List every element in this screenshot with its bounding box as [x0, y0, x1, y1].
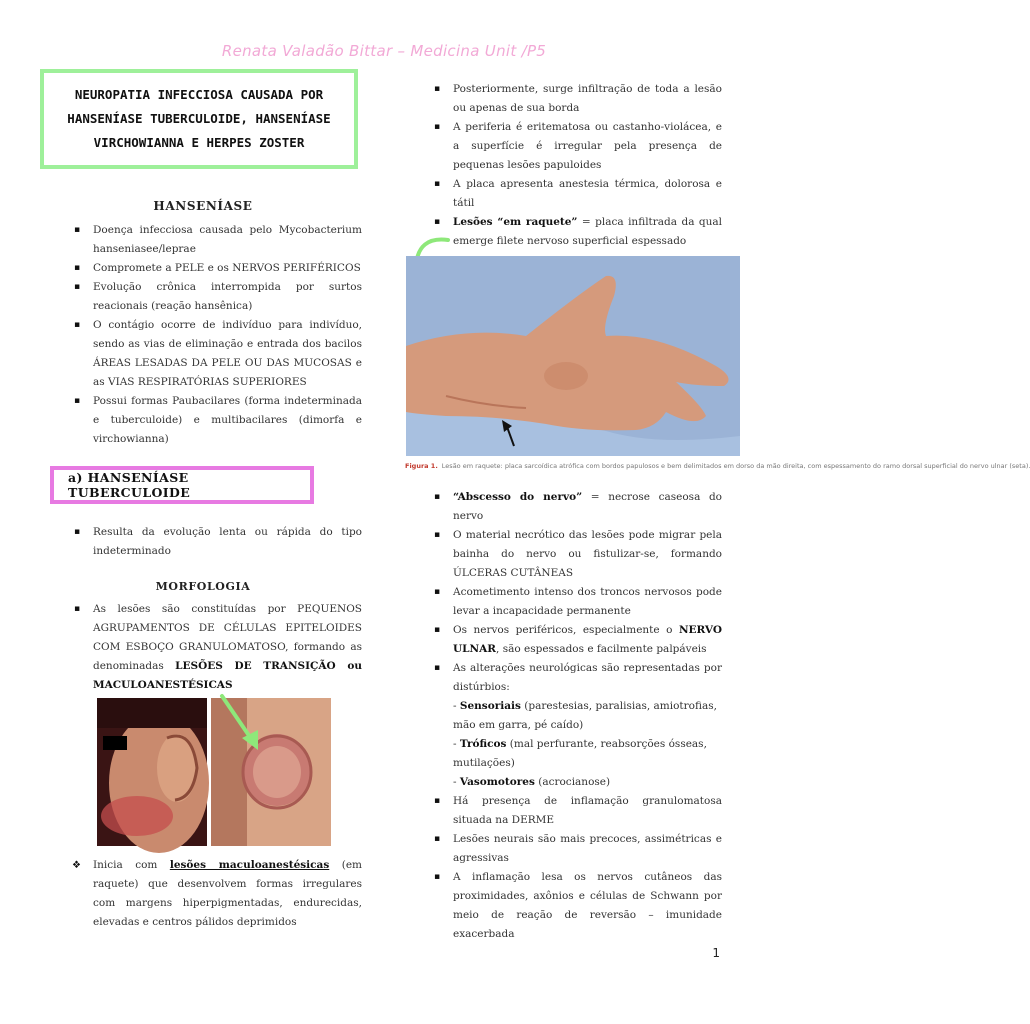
section-heading-tuberculoide: a) HANSENÍASE TUBERCULOIDE [50, 466, 314, 504]
figure-label: Figura 1. [405, 462, 438, 470]
raquete-text: = placa infiltrada da qual emerge filete nervoso superficial espessado [453, 216, 722, 247]
nervos-pre: Os nervos periféricos, especialmente o [453, 624, 673, 636]
hand-photo-svg [406, 256, 740, 456]
inicia-bold: lesões maculoanestésicas [169, 859, 330, 871]
list-item: ▪ Evolução crônica interrompida por surtos reacionais (reação hansênica) [68, 278, 362, 316]
list-item: ▪ A periferia é eritematosa ou castanho-violácea, e a superfície é irregular pela presença de pequenas lesões papuloides [428, 118, 722, 175]
green-arrow-icon [214, 690, 274, 760]
raquete-bold: Lesões “em raquete” [453, 216, 578, 228]
inicia-pre: Inicia com [93, 859, 158, 871]
face-lesion-photo [97, 698, 207, 846]
right-top-list-container [428, 80, 722, 251]
list-item: ▪ O material necrótico das lesões pode migrar pela bainha do nervo ou fistulizar-se, formando ÚLCERAS CUTÂNEAS [428, 526, 722, 583]
list-item: ▪ Lesões neurais são mais precoces, assimétricas e agressivas [428, 830, 722, 868]
troficos-bold: Tróficos [459, 738, 507, 750]
list-item: ▪ Há presença de inflamação granulomatosa situada na DERME [428, 792, 722, 830]
page-number: 1 [712, 946, 720, 960]
list-item: ▪ Resulta da evolução lenta ou rápida do tipo indeterminado [68, 523, 362, 561]
figure-caption [405, 462, 1030, 471]
right-bottom-list-container [428, 488, 722, 944]
morfologia-text: As lesões são constituídas por PEQUENOS AGRUPAMENTOS DE CÉLULAS EPITELOIDES COM ESBOÇO GRANULOMATOSO, formando as denominadas [93, 603, 362, 672]
nervos-bold: NERVO ULNAR [453, 624, 722, 655]
list-item: ▪ Compromete a PELE e os NERVOS PERIFÉRICOS [68, 259, 362, 278]
document-title: NEUROPATIA INFECCIOSA CAUSADA POR HANSENÍASE TUBERCULOIDE, HANSENÍASE VIRCHOWIANNA E HERPES ZOSTER [40, 69, 358, 169]
vasomotores-text: (acrocianose) [538, 776, 611, 788]
hand-lesion-photo [406, 256, 740, 456]
morfologia-list [68, 600, 362, 695]
sensoriais-text: (parestesias, paralisias, amiotrofias, mão em garra, pé caído) [453, 700, 717, 731]
abscesso-bold: “Abscesso do nervo” [453, 491, 583, 503]
abscesso-text: = necrose caseosa do nervo [453, 491, 722, 522]
list-item: ▪ O contágio ocorre de indivíduo para indivíduo, sendo as vias de eliminação e entrada dos bacilos ÁREAS LESADAS DA PELE OU DAS MUCOSAS e as VIAS RESPIRATÓRIAS SUPERIORES [68, 316, 362, 392]
inicia-list [68, 856, 362, 932]
list-item: ▪ Doença infecciosa causada pelo Mycobacterium hanseniasee/leprae [68, 221, 362, 259]
figure-caption-text: Lesão em raquete: placa sarcoídica atrófica com bordos papulosos e bem delimitados em dorso da mão direita, com espessamento do ramo dorsal superficial do nervo ulnar (seta). [441, 462, 1030, 470]
sensoriais-line: - Sensoriais (parestesias, paralisias, amiotrofias, mão em garra, pé caído) [453, 700, 717, 731]
list-item: ▪ Acometimento intenso dos troncos nervosos pode levar a incapacidade permanente [428, 583, 722, 621]
tuberculoide-intro [68, 523, 362, 561]
hanseniase-list [68, 221, 362, 449]
morfologia-bold: LESÕES DE TRANSIÇÃO ou MACULOANESTÉSICAS [93, 660, 362, 691]
list-item: ▪ Posteriormente, surge infiltração de toda a lesão ou apenas de sua borda [428, 80, 722, 118]
list-item: ▪ A placa apresenta anestesia térmica, dolorosa e tátil [428, 175, 722, 213]
hanseniase-list-container [68, 221, 362, 449]
list-item [428, 621, 722, 659]
page-header: Renata Valadão Bittar – Medicina Unit /P5 [221, 42, 547, 60]
morfologia-heading: MORFOLOGIA [155, 580, 251, 593]
list-item [68, 600, 362, 695]
list-item [428, 488, 722, 526]
section-heading-hanseniase: HANSENÍASE [153, 199, 253, 213]
vasomotores-bold: Vasomotores [459, 776, 535, 788]
troficos-line: - Tróficos (mal perfurante, reabsorções ósseas, mutilações) [453, 738, 707, 769]
vasomotores-line: - Vasomotores (acrocianose) [453, 776, 611, 788]
sensoriais-bold: Sensoriais [459, 700, 521, 712]
list-item: ▪ Possui formas Paubacilares (forma indeterminada e tuberculoide) e multibacilares (dimorfa e virchowianna) [68, 392, 362, 449]
face-photo-svg [97, 698, 207, 846]
troficos-text: (mal perfurante, reabsorções ósseas, mutilações) [453, 738, 707, 769]
list-item [68, 856, 362, 932]
list-item: ▪ A inflamação lesa os nervos cutâneos das proximidades, axônios e células de Schwann por meio de reação de reversão – imunidade exacerbada [428, 868, 722, 944]
list-item [428, 213, 722, 251]
inicia-post: (em raquete) que desenvolvem formas irregulares com margens hiperpigmentadas, endurecidas, elevadas e centros pálidos deprimidos [93, 859, 363, 928]
list-item: ▪ As alterações neurológicas são representadas por distúrbios: [428, 659, 722, 697]
nervos-post: , são espessados e facilmente palpáveis [496, 643, 707, 655]
